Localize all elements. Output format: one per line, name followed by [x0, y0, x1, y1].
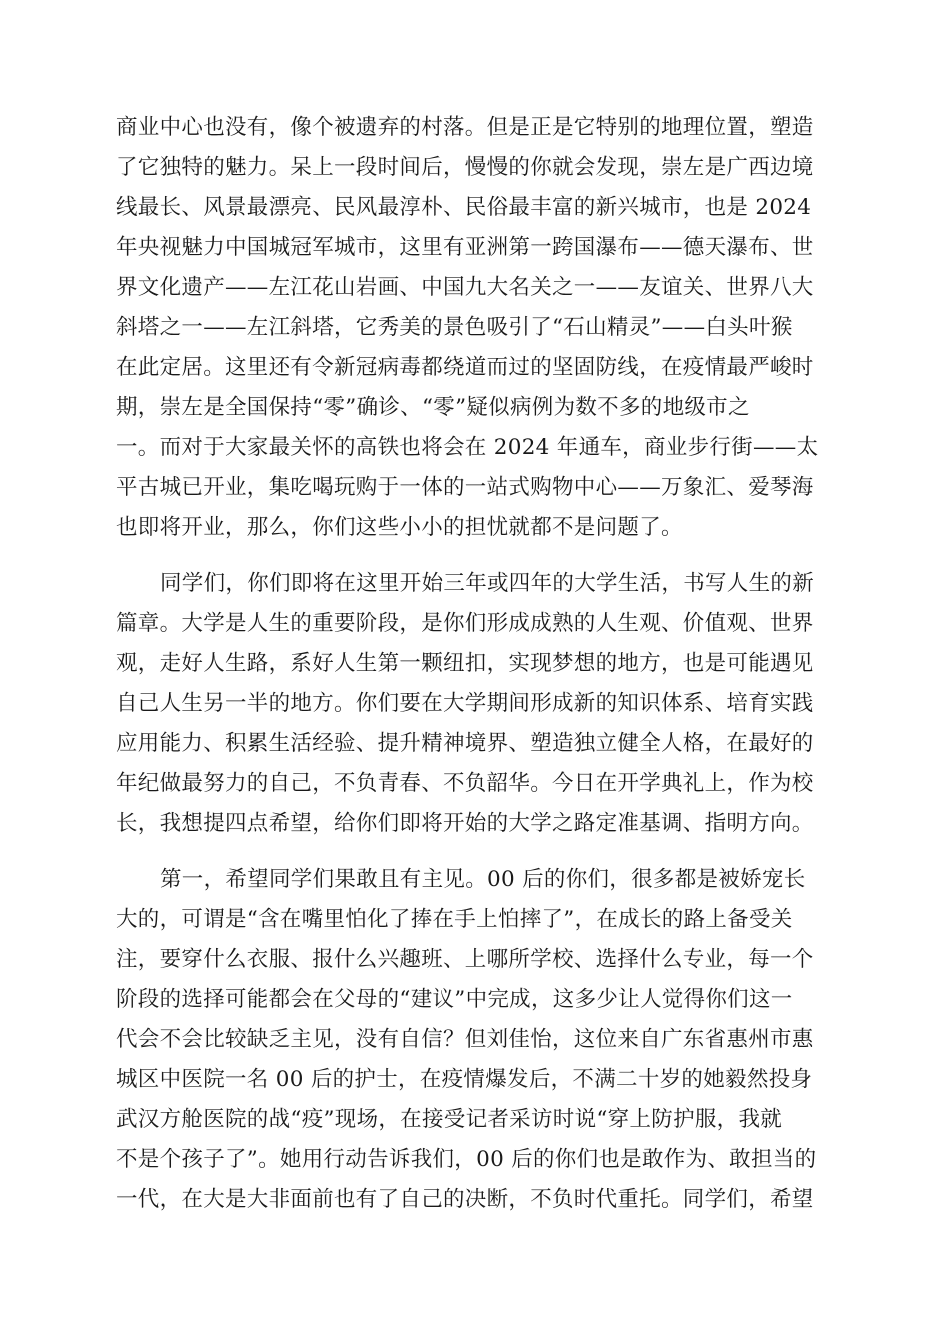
text-line: 代会不会比较缺乏主见，没有自信？但刘佳怡，这位来自广东省惠州市惠 [116, 1027, 814, 1052]
text-line: 商业中心也没有，像个被遗弃的村落。但是正是它特别的地理位置，塑造 [116, 115, 814, 140]
text-line: 阶段的选择可能都会在父母的“建议”中完成，这多少让人觉得你们这一 [116, 987, 793, 1012]
text-line: 年纪做最努力的自己，不负青春、不负韶华。今日在开学典礼上，作为校 [116, 771, 814, 796]
text-line: 平古城已开业，集吃喝玩购于一体的一站式购物中心——万象汇、爱琴海 [116, 475, 814, 500]
text-line: 年央视魅力中国城冠军城市，这里有亚洲第一跨国瀑布——德天瀑布、世 [116, 235, 814, 260]
text-line: 同学们，你们即将在这里开始三年或四年的大学生活，书写人生的新 [160, 571, 815, 596]
text-line: 第一，希望同学们果敢且有主见。00 后的你们，很多都是被娇宠长 [160, 867, 806, 892]
text-line: 在此定居。这里还有令新冠病毒都绕道而过的坚固防线，在疫情最严峻时 [116, 355, 814, 380]
text-line: 不是个孩子了”。她用行动告诉我们，00 后的你们也是敢作为、敢担当的 [116, 1147, 817, 1172]
text-line: 也即将开业，那么，你们这些小小的担忧就都不是问题了。 [116, 515, 683, 540]
text-line: 大的，可谓是“含在嘴里怕化了捧在手上怕摔了”，在成长的路上备受关 [116, 907, 793, 932]
text-line: 自己人生另一半的地方。你们要在大学期间形成新的知识体系、培育实践 [116, 691, 814, 716]
text-line: 长，我想提四点希望，给你们即将开始的大学之路定准基调、指明方向。 [116, 811, 814, 836]
text-line: 应用能力、积累生活经验、提升精神境界、塑造独立健全人格，在最好的 [116, 731, 814, 756]
text-line: 了它独特的魅力。呆上一段时间后，慢慢的你就会发现，崇左是广西边境 [116, 155, 814, 180]
text-line: 线最长、风景最漂亮、民风最淳朴、民俗最丰富的新兴城市，也是 2024 [116, 195, 812, 220]
text-line: 武汉方舱医院的战“疫”现场，在接受记者采访时说“穿上防护服，我就 [116, 1107, 783, 1132]
text-line: 斜塔之一——左江斜塔，它秀美的景色吸引了“石山精灵”——白头叶猴 [116, 315, 793, 340]
text-line: 一。而对于大家最关怀的高铁也将会在 2024 年通车，商业步行街——太 [116, 435, 819, 460]
text-line: 注，要穿什么衣服、报什么兴趣班、上哪所学校、选择什么专业，每一个 [116, 947, 814, 972]
text-line: 界文化遗产——左江花山岩画、中国九大名关之一——友谊关、世界八大 [116, 275, 814, 300]
text-line: 一代，在大是大非面前也有了自己的决断，不负时代重托。同学们，希望 [116, 1187, 814, 1212]
text-line: 城区中医院一名 00 后的护士，在疫情爆发后，不满二十岁的她毅然投身 [116, 1067, 813, 1092]
text-line: 期，崇左是全国保持“零”确诊、“零”疑似病例为数不多的地级市之 [116, 395, 750, 420]
text-line: 篇章。大学是人生的重要阶段，是你们形成成熟的人生观、价值观、世界 [116, 611, 814, 636]
text-line: 观，走好人生路，系好人生第一颗纽扣，实现梦想的地方，也是可能遇见 [116, 651, 814, 676]
